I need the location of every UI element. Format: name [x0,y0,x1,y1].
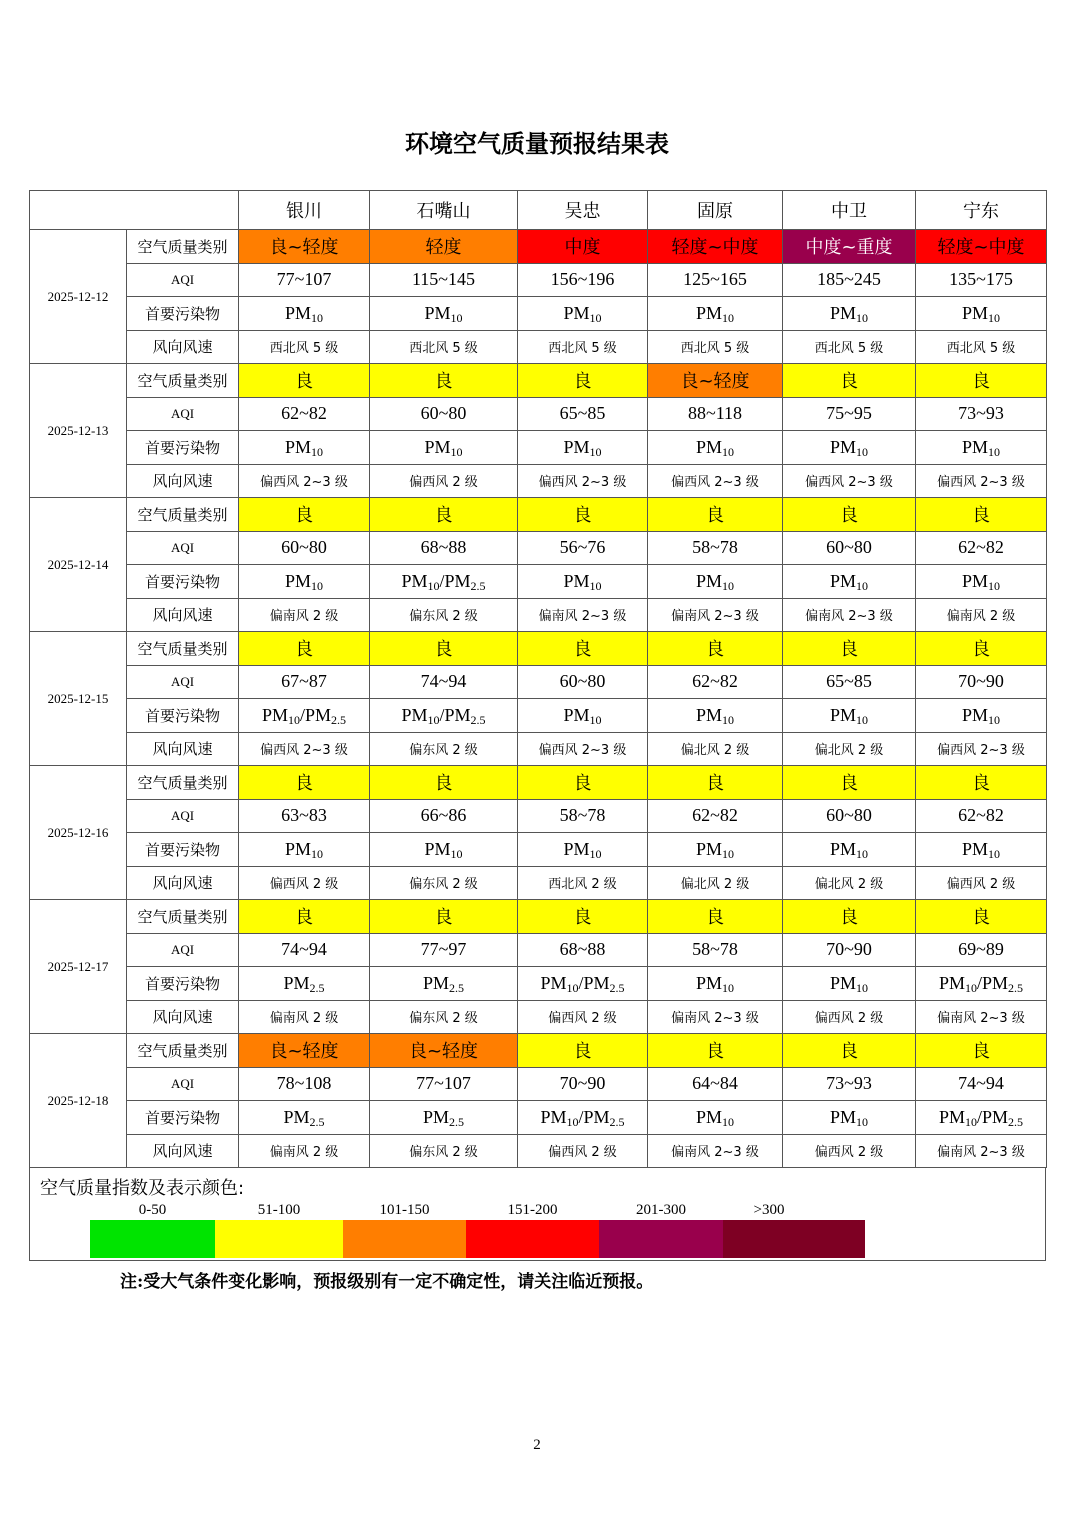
city-header: 石嘴山 [370,191,518,230]
category-cell: 良 [648,1034,783,1068]
city-header: 固原 [648,191,783,230]
pollutant-cell: $PM_{10}$ [239,565,370,599]
category-cell: 良 [916,1034,1047,1068]
wind-cell: 西北风 5 级 [783,330,916,364]
forecast-row [30,967,1047,1001]
aqi-cell: 56~76 [518,531,648,565]
forecast-row [30,330,1047,364]
category-cell: 轻度~中度 [648,230,783,264]
category-cell: 轻度~中度 [916,230,1047,264]
aqi-cell: 125~165 [648,263,783,297]
pollutant-cell: $PM_{10}$ [916,297,1047,331]
row-label: AQI [127,933,239,967]
row-label: 空气质量类别 [127,230,239,264]
pollutant-cell: $PM_{10}$ [370,431,518,465]
row-label: 风向风速 [127,598,239,632]
date-cell: 2025-12-16 [30,766,127,900]
forecast-row [30,364,1047,398]
category-cell: 良~轻度 [239,1034,370,1068]
category-cell: 良 [783,364,916,398]
aqi-cell: 67~87 [239,665,370,699]
category-cell: 中度~重度 [783,230,916,264]
aqi-cell: 66~86 [370,799,518,833]
row-label: 风向风速 [127,464,239,498]
forecast-row [30,531,1047,565]
city-header: 宁东 [916,191,1047,230]
city-header: 中卫 [783,191,916,230]
pollutant-cell: $PM_{10}$ [916,699,1047,733]
row-label: 首要污染物 [127,297,239,331]
wind-cell: 偏南风 2 级 [239,1000,370,1034]
wind-cell: 偏南风 2~3 级 [916,1000,1047,1034]
forecast-row [30,900,1047,934]
forecast-row [30,866,1047,900]
aqi-cell: 70~90 [916,665,1047,699]
category-cell: 良 [783,900,916,934]
date-cell: 2025-12-18 [30,1034,127,1168]
legend-range-label: 0-50 [138,1202,167,1218]
legend-range-label: >300 [753,1202,785,1218]
wind-cell: 偏西风 2 级 [916,866,1047,900]
header-row [30,191,1047,230]
wind-cell: 偏东风 2 级 [370,732,518,766]
aqi-cell: 58~78 [648,531,783,565]
category-cell: 良 [518,1034,648,1068]
row-label: 空气质量类别 [127,900,239,934]
forecast-row [30,464,1047,498]
legend-range-label: 151-200 [507,1202,558,1218]
aqi-cell: 75~95 [783,397,916,431]
pollutant-cell: $PM_{10}$ [783,699,916,733]
wind-cell: 偏东风 2 级 [370,598,518,632]
aqi-cell: 135~175 [916,263,1047,297]
pollutant-cell: $PM_{10}$ [783,565,916,599]
wind-cell: 偏南风 2 级 [916,598,1047,632]
aqi-cell: 73~93 [916,397,1047,431]
forecast-row [30,598,1047,632]
category-cell: 良 [648,632,783,666]
aqi-cell: 88~118 [648,397,783,431]
category-cell: 良~轻度 [648,364,783,398]
wind-cell: 偏东风 2 级 [370,1134,518,1168]
category-cell: 良 [370,632,518,666]
row-label: 风向风速 [127,732,239,766]
wind-cell: 偏南风 2~3 级 [916,1134,1047,1168]
category-cell: 良 [370,498,518,532]
wind-cell: 偏西风 2~3 级 [916,464,1047,498]
category-cell: 良 [916,900,1047,934]
aqi-cell: 60~80 [783,531,916,565]
pollutant-cell: $PM_{10}$ [648,431,783,465]
pollutant-cell: $PM_{10}$ [916,833,1047,867]
pollutant-cell: $PM_{10}$ [648,833,783,867]
pollutant-cell: $PM_{10}$ [370,833,518,867]
category-cell: 良 [370,364,518,398]
forecast-row [30,732,1047,766]
category-cell: 良 [518,364,648,398]
row-label: 首要污染物 [127,431,239,465]
aqi-cell: 65~85 [783,665,916,699]
category-cell: 良~轻度 [239,230,370,264]
pollutant-cell: $PM_{10}$ [518,699,648,733]
aqi-cell: 70~90 [518,1067,648,1101]
category-cell: 良 [783,632,916,666]
wind-cell: 西北风 5 级 [518,330,648,364]
wind-cell: 偏北风 2 级 [783,732,916,766]
aqi-cell: 78~108 [239,1067,370,1101]
wind-cell: 偏东风 2 级 [370,1000,518,1034]
forecast-row [30,1000,1047,1034]
category-cell: 良 [916,498,1047,532]
category-cell: 良 [239,364,370,398]
category-cell: 良 [518,766,648,800]
category-cell: 良 [518,900,648,934]
pollutant-cell: $PM_{10}$ [239,833,370,867]
wind-cell: 偏西风 2~3 级 [518,464,648,498]
forecast-row [30,632,1047,666]
forecast-row [30,397,1047,431]
row-label: AQI [127,531,239,565]
aqi-cell: 64~84 [648,1067,783,1101]
row-label: 风向风速 [127,1000,239,1034]
legend-color-swatch [90,1220,215,1258]
pollutant-cell: $PM_{10}$ [239,431,370,465]
pollutant-cell: $PM_{10}/PM_{2.5}$ [518,967,648,1001]
aqi-cell: 65~85 [518,397,648,431]
pollutant-cell: $PM_{10}$ [648,967,783,1001]
wind-cell: 偏西风 2 级 [518,1000,648,1034]
wind-cell: 西北风 5 级 [370,330,518,364]
forecast-row [30,1134,1047,1168]
pollutant-cell: $PM_{10}$ [239,297,370,331]
legend-range-label: 101-150 [379,1202,430,1218]
city-header: 银川 [239,191,370,230]
forecast-row [30,833,1047,867]
row-label: AQI [127,799,239,833]
legend-range-label: 51-100 [257,1202,301,1218]
category-cell: 良 [370,766,518,800]
header-corner [30,191,239,230]
forecast-row [30,230,1047,264]
wind-cell: 偏北风 2 级 [648,732,783,766]
wind-cell: 偏南风 2~3 级 [648,1000,783,1034]
category-cell: 良 [916,632,1047,666]
date-cell: 2025-12-15 [30,632,127,766]
row-label: AQI [127,1067,239,1101]
pollutant-cell: $PM_{10}$ [916,431,1047,465]
aqi-cell: 60~80 [783,799,916,833]
aqi-cell: 74~94 [239,933,370,967]
forecast-row [30,665,1047,699]
legend-color-swatch [723,1220,865,1258]
wind-cell: 偏西风 2~3 级 [916,732,1047,766]
wind-cell: 偏南风 2 级 [239,598,370,632]
row-label: 风向风速 [127,866,239,900]
aqi-cell: 156~196 [518,263,648,297]
aqi-legend [29,1168,1046,1261]
aqi-cell: 115~145 [370,263,518,297]
aqi-cell: 58~78 [518,799,648,833]
wind-cell: 偏东风 2 级 [370,866,518,900]
forecast-row [30,799,1047,833]
forecast-row [30,297,1047,331]
wind-cell: 偏南风 2~3 级 [648,598,783,632]
wind-cell: 偏西风 2 级 [518,1134,648,1168]
row-label: 空气质量类别 [127,632,239,666]
category-cell: 良 [370,900,518,934]
category-cell: 良 [783,766,916,800]
category-cell: 良 [518,498,648,532]
pollutant-cell: $PM_{10}$ [783,297,916,331]
aqi-cell: 62~82 [916,531,1047,565]
category-cell: 良 [648,498,783,532]
category-cell: 良~轻度 [370,1034,518,1068]
aqi-cell: 62~82 [916,799,1047,833]
aqi-cell: 74~94 [916,1067,1047,1101]
forecast-note: 注:受大气条件变化影响，预报级别有一定不确定性，请关注临近预报。 [120,1272,654,1292]
pollutant-cell: $PM_{10}$ [648,699,783,733]
wind-cell: 偏西风 2~3 级 [239,464,370,498]
wind-cell: 西北风 5 级 [239,330,370,364]
date-cell: 2025-12-12 [30,230,127,364]
aqi-cell: 62~82 [239,397,370,431]
aqi-cell: 74~94 [370,665,518,699]
category-cell: 良 [239,766,370,800]
aqi-cell: 60~80 [239,531,370,565]
pollutant-cell: $PM_{10}/PM_{2.5}$ [916,967,1047,1001]
row-label: 首要污染物 [127,833,239,867]
aqi-cell: 58~78 [648,933,783,967]
aqi-cell: 62~82 [648,799,783,833]
pollutant-cell: $PM_{2.5}$ [239,1101,370,1135]
pollutant-cell: $PM_{10}$ [916,565,1047,599]
pollutant-cell: $PM_{10}$ [648,297,783,331]
forecast-row [30,1034,1047,1068]
row-label: 首要污染物 [127,565,239,599]
pollutant-cell: $PM_{10}$ [648,565,783,599]
legend-color-swatch [215,1220,343,1258]
aqi-cell: 68~88 [370,531,518,565]
aqi-cell: 68~88 [518,933,648,967]
category-cell: 良 [518,632,648,666]
wind-cell: 偏西风 2~3 级 [648,464,783,498]
pollutant-cell: $PM_{10}$ [518,431,648,465]
wind-cell: 偏西风 2 级 [783,1000,916,1034]
pollutant-cell: $PM_{10}$ [783,1101,916,1135]
category-cell: 良 [648,766,783,800]
date-cell: 2025-12-17 [30,900,127,1034]
wind-cell: 偏北风 2 级 [783,866,916,900]
category-cell: 良 [783,498,916,532]
wind-cell: 偏南风 2 级 [239,1134,370,1168]
category-cell: 良 [239,900,370,934]
row-label: 风向风速 [127,330,239,364]
row-label: 首要污染物 [127,699,239,733]
legend-color-swatch [343,1220,466,1258]
row-label: 首要污染物 [127,1101,239,1135]
wind-cell: 偏南风 2~3 级 [518,598,648,632]
date-cell: 2025-12-14 [30,498,127,632]
page-number: 2 [533,1437,541,1453]
pollutant-cell: $PM_{10}$ [783,833,916,867]
wind-cell: 偏西风 2 级 [783,1134,916,1168]
pollutant-cell: $PM_{10}/PM_{2.5}$ [370,565,518,599]
row-label: 空气质量类别 [127,1034,239,1068]
forecast-table [29,190,1047,1168]
wind-cell: 西北风 2 级 [518,866,648,900]
aqi-cell: 77~107 [239,263,370,297]
pollutant-cell: $PM_{10}$ [783,967,916,1001]
pollutant-cell: $PM_{10}/PM_{2.5}$ [916,1101,1047,1135]
pollutant-cell: $PM_{10}$ [518,297,648,331]
forecast-row [30,933,1047,967]
wind-cell: 西北风 5 级 [916,330,1047,364]
aqi-cell: 185~245 [783,263,916,297]
date-cell: 2025-12-13 [30,364,127,498]
pollutant-cell: $PM_{2.5}$ [239,967,370,1001]
aqi-cell: 69~89 [916,933,1047,967]
aqi-cell: 73~93 [783,1067,916,1101]
legend-title: 空气质量指数及表示颜色: [40,1178,245,1199]
row-label: 空气质量类别 [127,498,239,532]
wind-cell: 西北风 5 级 [648,330,783,364]
pollutant-cell: $PM_{10}$ [370,297,518,331]
row-label: 空气质量类别 [127,766,239,800]
row-label: 首要污染物 [127,967,239,1001]
category-cell: 良 [916,766,1047,800]
forecast-row [30,263,1047,297]
row-label: AQI [127,263,239,297]
aqi-cell: 77~97 [370,933,518,967]
category-cell: 良 [239,498,370,532]
aqi-cell: 63~83 [239,799,370,833]
row-label: AQI [127,665,239,699]
pollutant-cell: $PM_{2.5}$ [370,967,518,1001]
wind-cell: 偏西风 2~3 级 [783,464,916,498]
pollutant-cell: $PM_{2.5}$ [370,1101,518,1135]
pollutant-cell: $PM_{10}$ [648,1101,783,1135]
pollutant-cell: $PM_{10}$ [518,833,648,867]
forecast-sheet [29,190,1046,1261]
category-cell: 轻度 [370,230,518,264]
wind-cell: 偏西风 2~3 级 [239,732,370,766]
aqi-cell: 62~82 [648,665,783,699]
pollutant-cell: $PM_{10}/PM_{2.5}$ [518,1101,648,1135]
aqi-cell: 77~107 [370,1067,518,1101]
wind-cell: 偏北风 2 级 [648,866,783,900]
pollutant-cell: $PM_{10}$ [518,565,648,599]
forecast-row [30,1101,1047,1135]
row-label: 风向风速 [127,1134,239,1168]
category-cell: 中度 [518,230,648,264]
legend-range-label: 201-300 [636,1202,686,1218]
row-label: 空气质量类别 [127,364,239,398]
category-cell: 良 [783,1034,916,1068]
legend-color-swatch [599,1220,723,1258]
category-cell: 良 [239,632,370,666]
wind-cell: 偏南风 2~3 级 [648,1134,783,1168]
category-cell: 良 [916,364,1047,398]
row-label: AQI [127,397,239,431]
pollutant-cell: $PM_{10}$ [783,431,916,465]
aqi-cell: 70~90 [783,933,916,967]
wind-cell: 偏西风 2 级 [370,464,518,498]
forecast-row [30,431,1047,465]
wind-cell: 偏南风 2~3 级 [783,598,916,632]
wind-cell: 偏西风 2~3 级 [518,732,648,766]
aqi-cell: 60~80 [518,665,648,699]
category-cell: 良 [648,900,783,934]
legend-color-swatch [466,1220,599,1258]
pollutant-cell: $PM_{10}/PM_{2.5}$ [370,699,518,733]
forecast-row [30,565,1047,599]
forecast-row [30,1067,1047,1101]
forecast-row [30,498,1047,532]
forecast-row [30,766,1047,800]
wind-cell: 偏西风 2 级 [239,866,370,900]
page-title: 环境空气质量预报结果表 [405,129,669,158]
forecast-row [30,699,1047,733]
aqi-cell: 60~80 [370,397,518,431]
city-header: 吴忠 [518,191,648,230]
pollutant-cell: $PM_{10}/PM_{2.5}$ [239,699,370,733]
